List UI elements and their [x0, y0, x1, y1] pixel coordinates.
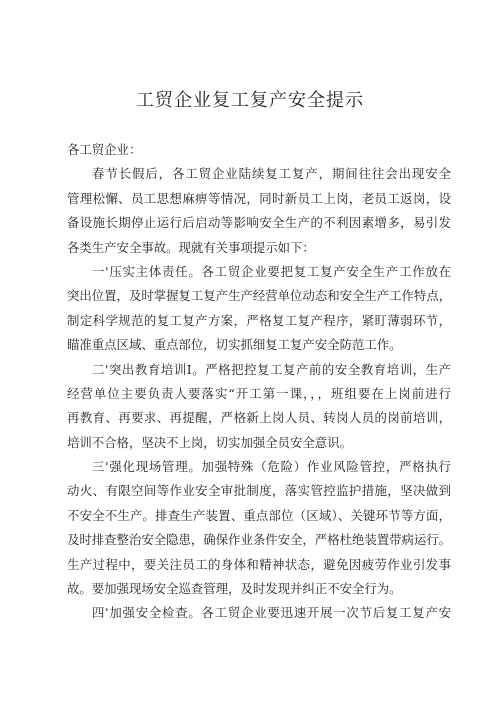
- body-line: 一'压实主体责任。各工贸企业要把复工复产安全生产工作放在: [92, 263, 451, 279]
- body-line: 春节长假后，各工贸企业陆续复工复产，期间往往会出现安全: [92, 166, 451, 182]
- body-line: 再教育、再要求、再提醒，严格新上岗人员、转岗人员的岗前培训，: [67, 410, 451, 426]
- body-line: 管理松懈、员工思想麻痹等情况，同时新员工上岗，老员工返岗，设: [67, 190, 451, 206]
- body-line: 备设施长期停止运行后启动等影响安全生产的不利因素增多，易引发: [67, 215, 451, 231]
- body-line: 及时排查整治安全隐患，确保作业条件安全，严格杜绝装置带病运行。: [67, 532, 452, 548]
- body-line: 三'强化现场管理。加强特殊（危险）作业风险管控，严格执行: [92, 459, 451, 475]
- body-line: 培训不合格，坚决不上岗，切实加强全员安全意识。: [67, 434, 352, 450]
- body-line: 制定科学规范的复工复产方案，严格复工复产程序，紧盯薄弱环节，: [67, 312, 451, 328]
- document-title: 工贸企业复工复产安全提示: [136, 90, 364, 111]
- body-line: 四'加强安全检查。各工贸企业要迅速开展一次节后复工复产安: [92, 605, 451, 621]
- body-line: 突出位置，及时掌握复工复产生产经营单位动态和安全生产工作特点，: [67, 288, 452, 304]
- document-body: [67, 138, 451, 626]
- body-line: 动火、有限空间等作业安全审批制度，落实管控监护措施，坚决做到: [67, 483, 451, 499]
- body-line: 各类生产安全事故。现就有关事项提示如下：: [67, 239, 315, 255]
- body-line: 二'突出教育培训I。严格把控复工复产前的安全教育培训，生产: [92, 361, 451, 377]
- body-line: 瞄准重点区域、重点部位，切实抓细复工复产安全防范工作。: [67, 337, 402, 353]
- body-line: 故。要加强现场安全巡查管理，及时发现并纠正不安全行为。: [67, 581, 402, 597]
- body-line: 经营单位主要负责人要落实“开工第一课，，，班组要在上岗前进行: [67, 385, 451, 401]
- body-line: 各工贸企业：: [67, 142, 142, 157]
- body-line: 不安全不生产。排查生产装置、重点部位（区域）、关键环节等方面，: [67, 507, 451, 523]
- body-line: 生产过程中，要关注员工的身体和精神状态，避免因疲劳作业引发事: [67, 556, 451, 572]
